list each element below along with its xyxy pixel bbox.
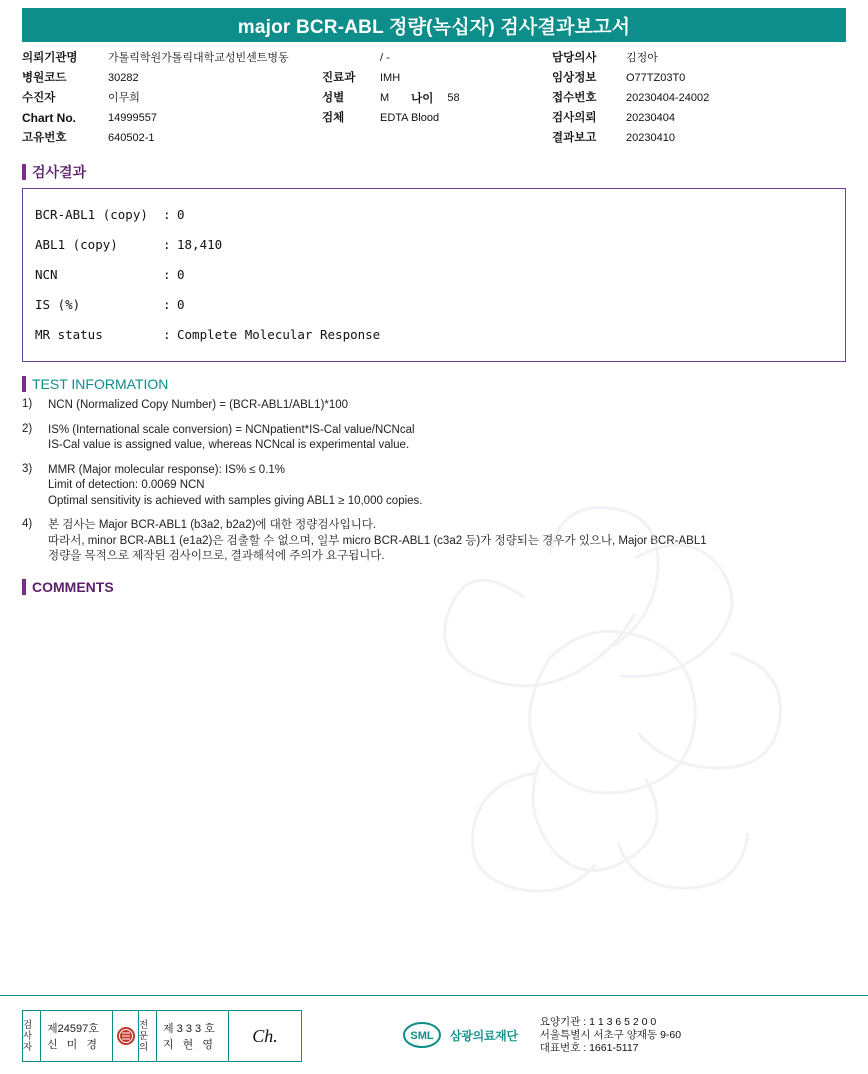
section-bar-icon bbox=[22, 164, 26, 180]
field-label: 결과보고 bbox=[552, 132, 597, 144]
report-title-bar bbox=[22, 8, 846, 42]
inspector-info bbox=[41, 1011, 113, 1061]
result-value: 0 bbox=[177, 206, 185, 222]
item-body bbox=[48, 463, 423, 510]
patient-field-row bbox=[322, 128, 552, 148]
result-name: IS (%) bbox=[35, 296, 81, 312]
field-label-age: 나이 bbox=[411, 93, 434, 105]
patient-column-3 bbox=[552, 48, 832, 148]
patient-field-row-sex-age bbox=[322, 88, 552, 108]
stamp-label-text: 검사자 bbox=[23, 1019, 33, 1053]
item-body bbox=[48, 398, 348, 414]
item-line: IS% (International scale conversion) = NCNpatient*IS-Cal value/NCNcal bbox=[48, 423, 415, 436]
stamp-label-text: 전문의 bbox=[139, 1019, 149, 1053]
result-row bbox=[35, 259, 833, 289]
field-value: M bbox=[380, 92, 390, 104]
patient-field-row bbox=[22, 108, 322, 128]
field-label: 고유번호 bbox=[22, 132, 67, 144]
item-number: 4) bbox=[22, 518, 33, 530]
item-body bbox=[48, 423, 415, 454]
red-seal-icon bbox=[113, 1011, 139, 1061]
patient-field-row bbox=[22, 128, 322, 148]
report-footer bbox=[0, 995, 868, 1073]
specialist-info bbox=[157, 1011, 229, 1061]
patient-field-row bbox=[552, 108, 832, 128]
result-colon: : bbox=[163, 266, 171, 282]
page-title: major BCR-ABL 정량(녹십자) 검사결과보고서 bbox=[237, 16, 631, 38]
section-title: COMMENTS bbox=[32, 578, 114, 595]
test-information-item bbox=[22, 518, 846, 565]
item-line: MMR (Major molecular response): IS% ≤ 0.1% bbox=[48, 463, 286, 476]
field-label: 임상정보 bbox=[552, 72, 597, 84]
field-value: 가톨릭학원가톨릭대학교성빈센트병동 bbox=[108, 52, 289, 64]
patient-column-2 bbox=[322, 48, 552, 148]
field-label: 성별 bbox=[322, 92, 345, 104]
stamp-label-specialist bbox=[139, 1011, 157, 1061]
patient-field-row bbox=[552, 48, 832, 68]
field-value-age: 58 bbox=[447, 92, 460, 104]
patient-field-row bbox=[22, 88, 322, 108]
inspector-name: 신 미 경 bbox=[47, 1039, 100, 1051]
org-line-2: 서울특별시 서초구 양재동 9-60 bbox=[539, 1028, 682, 1041]
stamp-label-inspector bbox=[23, 1011, 41, 1061]
result-row bbox=[35, 319, 833, 349]
patient-field-row bbox=[552, 88, 832, 108]
field-label-chart-no: Chart No. bbox=[22, 111, 76, 125]
field-label: 담당의사 bbox=[552, 52, 597, 64]
item-line: Limit of detection: 0.0069 NCN bbox=[48, 479, 205, 491]
specialist-name: 지 현 영 bbox=[163, 1039, 216, 1051]
field-value: 20230404-24002 bbox=[626, 92, 710, 104]
item-line: IS-Cal value is assigned value, whereas NCNcal is experimental value. bbox=[48, 439, 410, 451]
item-number: 1) bbox=[22, 398, 33, 410]
patient-field-row bbox=[322, 68, 552, 88]
field-value: 20230410 bbox=[626, 132, 675, 144]
field-label: 수진자 bbox=[22, 92, 56, 104]
result-colon: : bbox=[163, 296, 171, 312]
org-line-1: 요양기관 : 1 1 3 6 5 2 0 0 bbox=[539, 1015, 657, 1028]
result-name: NCN bbox=[35, 266, 58, 282]
result-row bbox=[35, 199, 833, 229]
signature-text: Ch. bbox=[252, 1025, 278, 1046]
field-label: 검사의뢰 bbox=[552, 112, 597, 124]
result-value: 0 bbox=[177, 266, 185, 282]
item-line: 본 검사는 Major BCR-ABL1 (b3a2, b2a2)에 대한 정량검사입니다. bbox=[48, 519, 377, 531]
item-line: Optimal sensitivity is achieved with samples giving ABL1 ≥ 10,000 copies. bbox=[48, 494, 423, 507]
test-information-list bbox=[22, 398, 846, 565]
organization-name: 삼광의료재단 bbox=[450, 1028, 518, 1043]
field-value: 이무희 bbox=[108, 92, 140, 104]
patient-field-row bbox=[552, 128, 832, 148]
organization-contact bbox=[540, 1016, 681, 1055]
field-value: 30282 bbox=[108, 72, 139, 84]
sml-logo-icon bbox=[402, 1020, 442, 1050]
patient-field-row bbox=[322, 108, 552, 128]
section-heading-comments bbox=[22, 579, 846, 595]
section-heading-test-information bbox=[22, 376, 846, 392]
patient-header bbox=[22, 48, 846, 148]
report-page bbox=[0, 8, 868, 1073]
field-label: 검체 bbox=[322, 112, 345, 124]
result-row bbox=[35, 289, 833, 319]
result-colon: : bbox=[163, 326, 171, 342]
result-value: 0 bbox=[177, 296, 185, 312]
patient-field-row bbox=[322, 48, 552, 68]
item-line: 정량을 목적으로 제작된 검사이므로, 결과해석에 주의가 요구됩니다. bbox=[48, 550, 385, 562]
section-title: 검사결과 bbox=[32, 164, 87, 180]
org-line-3: 대표번호 : 1661-5117 bbox=[539, 1041, 639, 1054]
section-bar-icon bbox=[22, 376, 26, 392]
patient-field-row bbox=[22, 48, 322, 68]
patient-field-row bbox=[552, 68, 832, 88]
handwritten-signature bbox=[229, 1011, 301, 1061]
field-value: 20230404 bbox=[626, 112, 675, 124]
section-heading-results bbox=[22, 162, 846, 182]
item-body bbox=[48, 518, 707, 565]
result-colon: : bbox=[163, 206, 171, 222]
section-title: TEST INFORMATION bbox=[32, 376, 169, 392]
field-value: 김정아 bbox=[626, 52, 658, 64]
field-label: 병원코드 bbox=[22, 72, 67, 84]
item-line: 따라서, minor BCR-ABL1 (e1a2)은 검출할 수 없으며, 일부 micro BCR-ABL1 (c3a2 등)가 정량되는 경우가 있으나, Major BCR-ABL1 bbox=[48, 534, 707, 547]
result-value: 18,410 bbox=[177, 236, 223, 252]
patient-column-1 bbox=[22, 48, 322, 148]
item-number: 2) bbox=[22, 422, 33, 435]
field-value: IMH bbox=[380, 72, 401, 84]
result-name: MR status bbox=[35, 326, 103, 342]
field-value: / - bbox=[380, 52, 390, 64]
organization-info bbox=[402, 1016, 681, 1055]
inspector-license-no: 제24597호 bbox=[47, 1023, 99, 1035]
result-colon: : bbox=[163, 236, 171, 252]
result-row bbox=[35, 229, 833, 259]
test-information-item bbox=[22, 463, 846, 510]
field-value: O77TZ03T0 bbox=[626, 72, 686, 84]
results-box bbox=[22, 188, 846, 362]
field-label: 의뢰기관명 bbox=[22, 52, 78, 64]
field-value-chart-no: 14999557 bbox=[108, 112, 157, 124]
field-label: 접수번호 bbox=[552, 92, 597, 104]
item-number: 3) bbox=[22, 462, 33, 475]
result-name: ABL1 (copy) bbox=[35, 236, 118, 252]
test-information-item bbox=[22, 398, 846, 414]
field-label: 진료과 bbox=[322, 72, 356, 84]
svg-text:SML: SML bbox=[410, 1030, 434, 1042]
signature-stamp-box bbox=[22, 1010, 302, 1062]
field-value: 640502-1 bbox=[108, 132, 155, 144]
item-line: NCN (Normalized Copy Number) = (BCR-ABL1/ABL1)*100 bbox=[48, 399, 349, 411]
result-name: BCR-ABL1 (copy) bbox=[35, 206, 148, 222]
specialist-license-no: 제 3 3 3 호 bbox=[163, 1023, 215, 1035]
patient-field-row bbox=[22, 68, 322, 88]
result-value: Complete Molecular Response bbox=[177, 326, 381, 342]
section-bar-icon bbox=[22, 579, 26, 595]
field-value: EDTA Blood bbox=[380, 112, 440, 124]
test-information-item bbox=[22, 423, 846, 454]
